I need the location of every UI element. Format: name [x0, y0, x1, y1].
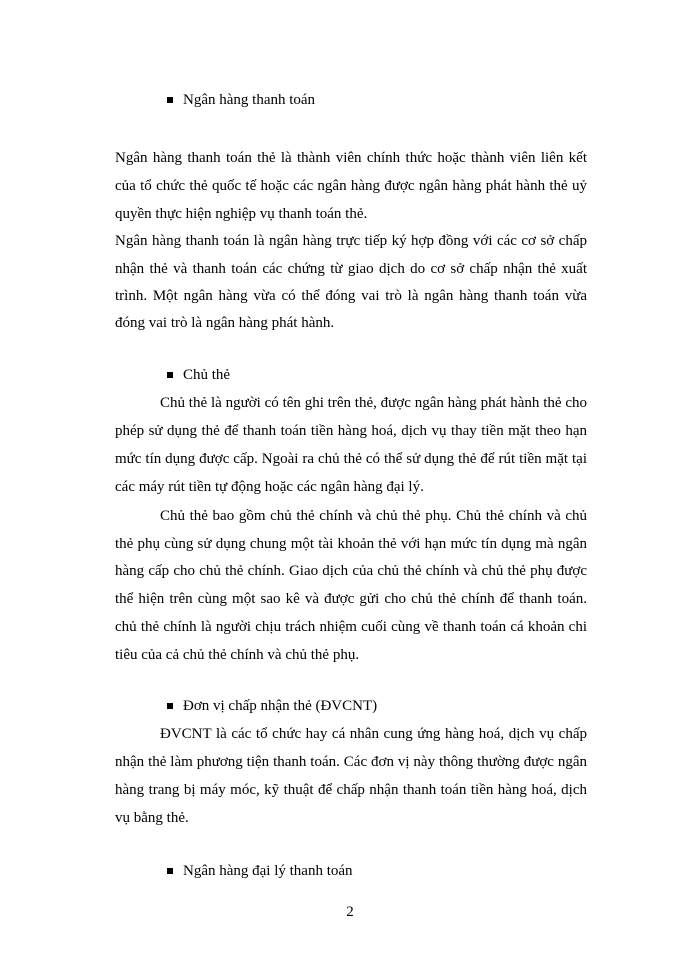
paragraph-line: phép sử dụng thẻ để thanh toán tiền hàng hoá, dịch vụ thay tiền mặt theo hạn — [115, 423, 587, 439]
bullet-icon — [167, 868, 173, 874]
paragraph-line: nhận thẻ và thanh toán các chứng từ giao dịch do cơ sở chấp nhận thẻ xuất — [115, 261, 587, 277]
paragraph-line: Ngân hàng thanh toán là ngân hàng trực tiếp ký hợp đồng với các cơ sở chấp — [115, 233, 587, 249]
paragraph-line: tiêu của cả chủ thẻ chính và chủ thẻ phụ. — [115, 647, 360, 663]
paragraph-line: của tổ chức thẻ quốc tế hoặc các ngân hàng được ngân hàng phát hành thẻ uỷ — [115, 178, 587, 194]
paragraph-line: thể hiện trên cùng một sao kê và được gửi cho chủ thẻ chính để thanh toán. — [115, 591, 587, 607]
paragraph-line: trình. Một ngân hàng vừa có thể đóng vai trò là ngân hàng thanh toán vừa — [115, 288, 587, 304]
paragraph-line: Chủ thẻ là người có tên ghi trên thẻ, được ngân hàng phát hành thẻ cho — [160, 395, 587, 411]
bullet-icon — [167, 372, 173, 378]
bullet-icon — [167, 97, 173, 103]
paragraph-line: chủ thẻ chính là người chịu trách nhiệm cuối cùng về thanh toán cá khoản chi — [115, 619, 587, 635]
bullet-icon — [167, 703, 173, 709]
page-number: 2 — [346, 904, 354, 920]
section-heading: Ngân hàng đại lý thanh toán — [183, 863, 353, 879]
section-heading: Đơn vị chấp nhận thẻ (ĐVCNT) — [183, 698, 378, 714]
section-heading: Chủ thẻ — [183, 367, 231, 383]
paragraph-line: hàng trang bị máy móc, kỹ thuật để chấp nhận thanh toán tiền hàng hoá, dịch — [115, 782, 587, 798]
section-heading: Ngân hàng thanh toán — [183, 92, 316, 108]
paragraph-line: mức tín dụng được cấp. Ngoài ra chủ thẻ có thể sử dụng thẻ để rút tiền mặt tại — [115, 451, 587, 467]
paragraph-line: Ngân hàng thanh toán thẻ là thành viên chính thức hoặc thành viên liên kết — [115, 150, 587, 166]
paragraph-line: đóng vai trò là ngân hàng phát hành. — [115, 315, 335, 331]
paragraph-line: quyền thực hiện nghiệp vụ thanh toán thẻ. — [115, 206, 368, 222]
paragraph-line: vụ bằng thẻ. — [115, 810, 189, 826]
paragraph-line: hàng cấp cho chủ thẻ chính. Giao dịch của chủ thẻ chính và chủ thẻ phụ được — [115, 563, 587, 579]
paragraph-line: các máy rút tiền tự động hoặc các ngân hàng đại lý. — [115, 479, 424, 495]
paragraph-line: ĐVCNT là các tổ chức hay cá nhân cung ứng hàng hoá, dịch vụ chấp — [160, 726, 587, 742]
paragraph-line: nhận thẻ làm phương tiện thanh toán. Các đơn vị này thông thường được ngân — [115, 754, 587, 770]
paragraph-line: thẻ phụ cùng sử dụng chung một tài khoản thẻ với hạn mức tín dụng mà ngân — [115, 536, 587, 552]
paragraph-line: Chủ thẻ bao gồm chủ thẻ chính và chủ thẻ phụ. Chủ thẻ chính và chủ — [160, 508, 587, 524]
